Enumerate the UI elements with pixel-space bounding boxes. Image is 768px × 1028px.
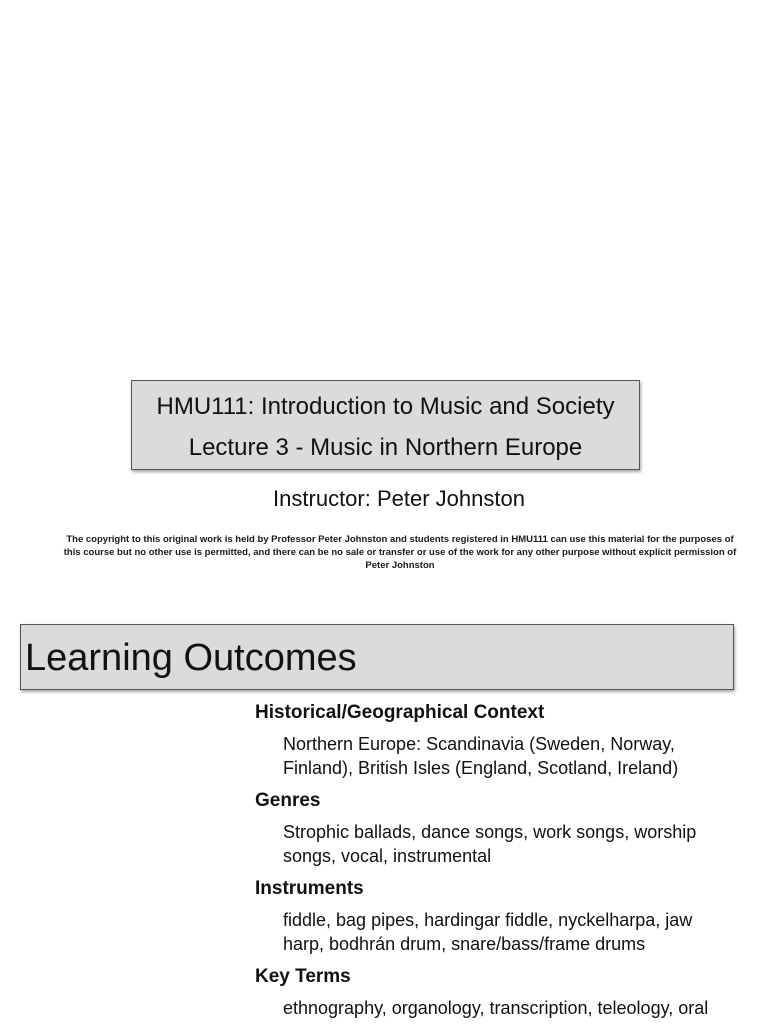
outcome-item bbox=[255, 700, 735, 780]
outcome-heading: Genres bbox=[255, 790, 321, 811]
outcome-heading: Instruments bbox=[255, 878, 364, 899]
outcome-item bbox=[255, 876, 735, 956]
learning-outcomes-heading: Learning Outcomes bbox=[20, 624, 734, 690]
outcome-item bbox=[255, 788, 735, 868]
outcome-body: Strophic ballads, dance songs, work songs, worship songs, vocal, instrumental bbox=[283, 822, 697, 866]
outcome-body: Northern Europe: Scandinavia (Sweden, Norway, Finland), British Isles (England, Scotland, Ireland) bbox=[283, 734, 679, 778]
instructor-line: Instructor: Peter Johnston bbox=[273, 486, 525, 511]
outcome-body: fiddle, bag pipes, hardingar fiddle, nyckelharpa, jaw harp, bodhrán drum, snare/bass/frame drums bbox=[283, 910, 693, 954]
lecture-title: Lecture 3 - Music in Northern Europe bbox=[188, 434, 583, 461]
outcome-body: ethnography, organology, transcription, teleology, oral bbox=[283, 998, 709, 1018]
lecture-title-box bbox=[131, 380, 640, 470]
outcome-heading: Key Terms bbox=[255, 966, 351, 987]
outcome-heading: Historical/Geographical Context bbox=[255, 702, 545, 723]
course-title: HMU111: Introduction to Music and Society bbox=[156, 393, 615, 420]
learning-outcomes-list bbox=[255, 700, 735, 1028]
copyright-notice: The copyright to this original work is held by Professor Peter Johnston and students registered in HMU111 can use this material for the purposes of this course but no other use is permitted, and there can be no sale or transfer or use of the work for any other purpose without explicit permission of Peter Johnston bbox=[63, 534, 737, 571]
outcome-item bbox=[255, 964, 735, 1020]
